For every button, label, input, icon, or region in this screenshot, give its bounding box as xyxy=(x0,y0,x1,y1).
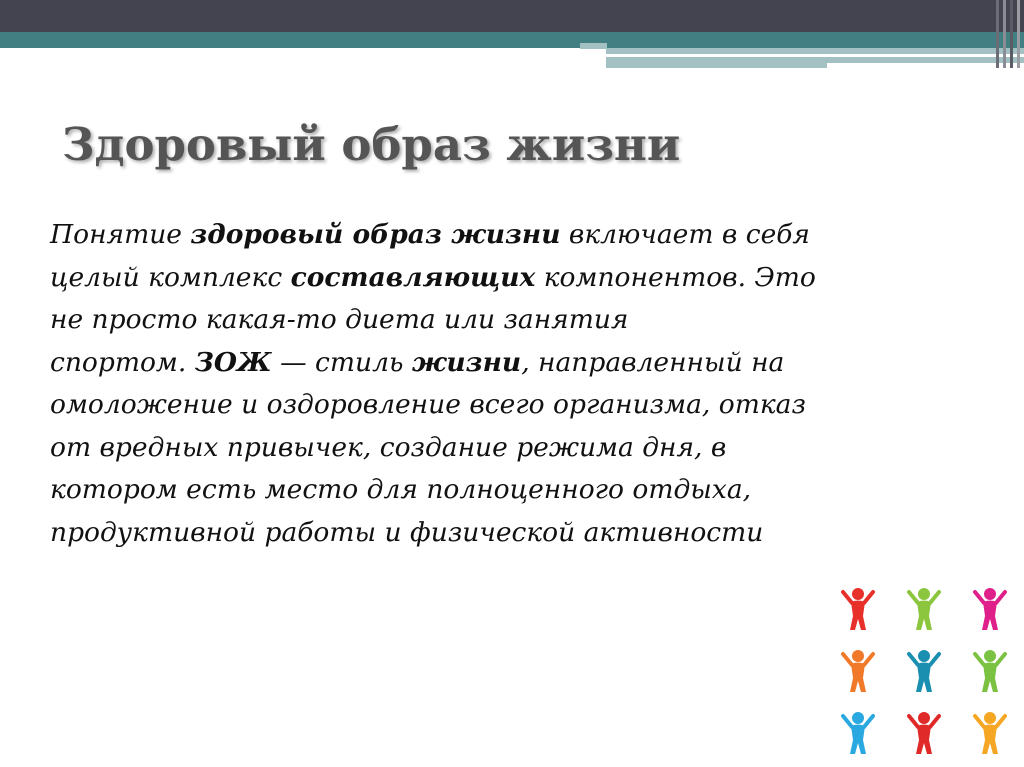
paragraph-line xyxy=(50,214,816,257)
weightlifter-icon xyxy=(909,588,939,630)
paragraph-line xyxy=(50,469,816,512)
bold-text: ЗОЖ xyxy=(194,346,272,378)
text: компонентов. Это xyxy=(535,261,816,293)
ball-player-icon xyxy=(975,712,1005,754)
text: — стиль xyxy=(271,346,412,378)
text: Понятие xyxy=(50,219,191,250)
jump-rope-icon xyxy=(975,588,1005,630)
paragraph-line xyxy=(50,512,816,555)
treadmill-icon xyxy=(909,712,939,754)
slide-title: Здоровый образ жизни xyxy=(62,118,681,171)
text: включает в себя xyxy=(560,219,810,250)
bold-text: жизни xyxy=(411,346,522,378)
white-strip xyxy=(827,63,1024,69)
paragraph-line xyxy=(50,384,816,427)
text: не просто какая-то диета или занятия xyxy=(50,304,629,335)
edge-stripe xyxy=(1017,0,1020,68)
text: целый комплекс xyxy=(50,261,291,293)
fitness-icons-grid xyxy=(828,578,1018,763)
text: котором есть место для полноценного отдыха, xyxy=(50,474,752,505)
bold-text: здоровый образ жизни xyxy=(190,219,561,250)
slide-paragraph xyxy=(50,214,816,554)
bold-text: составляющих xyxy=(290,261,536,293)
edge-stripe xyxy=(1003,0,1006,68)
edge-stripe xyxy=(996,0,999,68)
paragraph-line xyxy=(50,342,816,385)
dumbbells-icon xyxy=(843,712,873,754)
paragraph-line xyxy=(50,299,816,342)
text: омоложение и оздоровление всего организма, отказ xyxy=(50,389,806,420)
edge-stripe xyxy=(1010,0,1013,68)
paragraph-line xyxy=(50,257,816,300)
dark-bar xyxy=(0,0,1024,32)
text: продуктивной работы и физической активности xyxy=(50,516,764,548)
teal-bar xyxy=(0,32,1024,48)
text: от вредных привычек, создание режима дня, в xyxy=(50,431,727,463)
tennis-player-icon xyxy=(843,588,873,630)
hula-hoop-icon xyxy=(843,650,873,692)
yoga-icon xyxy=(975,650,1005,692)
light-strip xyxy=(580,43,607,49)
paragraph-line xyxy=(50,427,816,470)
text: спортом. xyxy=(50,346,195,378)
text: , направленный на xyxy=(521,346,785,378)
fitball-icon xyxy=(909,650,939,692)
